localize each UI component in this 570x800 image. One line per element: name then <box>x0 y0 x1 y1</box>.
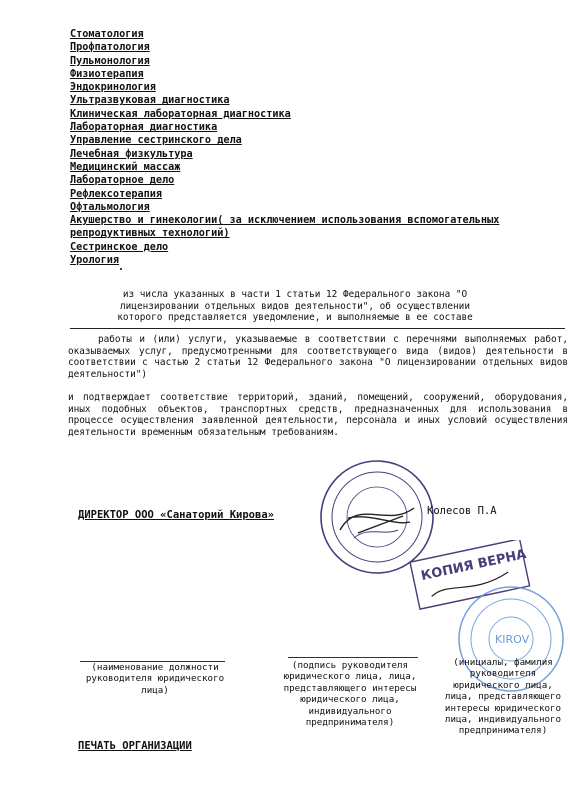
list-item: Офтальмология <box>70 201 150 213</box>
list-item: Рефлексотерапия <box>70 188 163 200</box>
list-item: Лечебная физкультура <box>70 148 193 160</box>
seal-label: ПЕЧАТЬ ОРГАНИЗАЦИИ <box>78 740 192 752</box>
signature-line <box>288 657 418 658</box>
list-item: Клиническая лабораторная диагностика <box>70 108 291 120</box>
list-item: Лабораторная диагностика <box>70 122 218 134</box>
list-item: Медицинский массаж <box>70 161 181 173</box>
svg-text:KIROV: KIROV <box>495 633 530 646</box>
compliance-paragraph: и подтверждает соответствие территорий, зданий, помещений, сооружений, оборудования, иных подобных объектов, транспортных средств, предназначенных для использования в процессе осуществления заявленной деятельности, персонала и иных условий осуществления деятельности временным обязательным требованиям. <box>68 392 568 438</box>
initials-label: (инициалы, фамилия руководителя юридического лица, лица, представляющего интересы юридического лица, индивидуального предпринимателя) <box>444 657 562 737</box>
works-paragraph: работы и (или) услуги, указываемые в соответствии с перечнями выполняемых работ, оказываемых услуг, предусмотренными для соответствующего вида (видов) деятельности в соответствии с частью 2 статьи 12 Федерального закона "О лицензировании отдельных видов деятельности") <box>68 334 568 380</box>
list-item: Профпатология <box>70 42 150 54</box>
divider-line <box>70 328 565 329</box>
list-item: Сестринское дело <box>70 241 169 253</box>
list-item: Акушерство и гинекологии( за исключением использования вспомогательных репродуктивных технологий) <box>70 215 500 240</box>
list-item: Ультразвуковая диагностика <box>70 95 230 107</box>
activity-description: из числа указанных в части 1 статьи 12 Федерального закона "О лицензировании отдельных видов деятельности", об осуществлении которого представляется уведомление, и выполняемые в ее составе <box>117 289 473 324</box>
list-item: Эндокринология <box>70 82 156 94</box>
list-item: Физиотерапия <box>70 68 144 80</box>
list-item: Стоматология <box>70 29 144 40</box>
position-label: (наименование должности руководителя юридического лица) <box>85 662 225 696</box>
list-item: Урология <box>70 255 120 267</box>
stamp-copy-text: КОПИЯ ВЕРНА <box>419 547 528 585</box>
list-item: Управление сестринского дела <box>70 135 242 147</box>
director-title: ДИРЕКТОР ООО «Санаторий Кирова» <box>78 509 274 521</box>
dot-mark <box>120 268 122 270</box>
list-item: Пульмонология <box>70 55 150 67</box>
director-name: Колесов П.А <box>427 505 497 517</box>
signature-label: (подпись руководителя юридического лица, лица, представляющего интересы юридического лица, индивидуального предпринимателя) <box>283 660 417 729</box>
specialties-list <box>70 28 570 267</box>
list-item: Лабораторное дело <box>70 175 175 187</box>
